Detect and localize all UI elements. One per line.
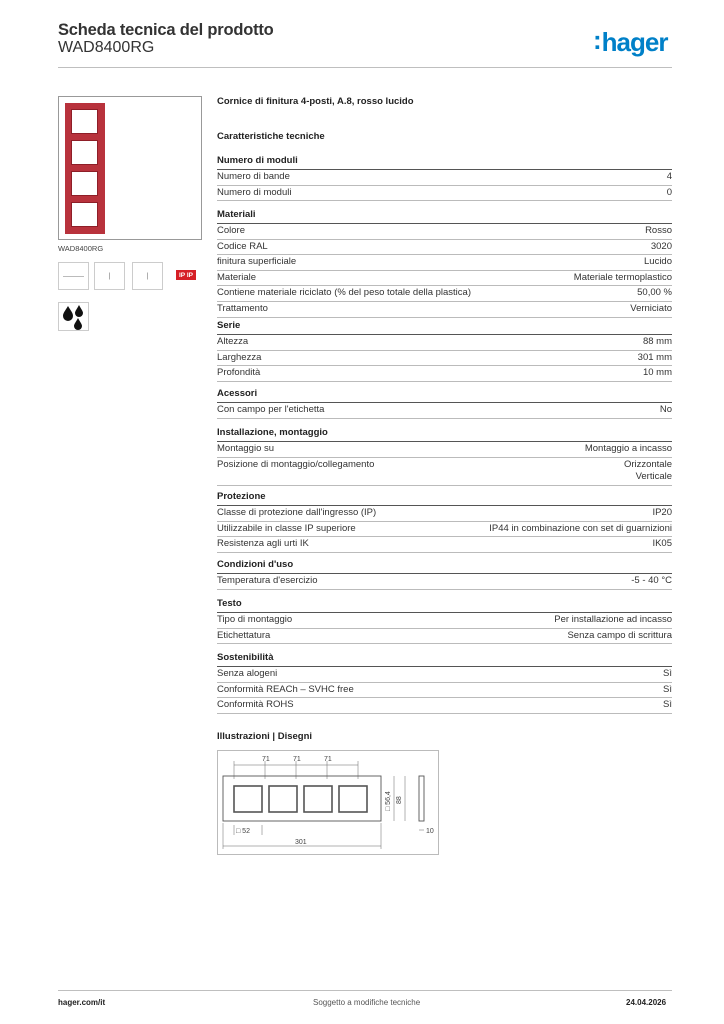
spec-row [217,537,672,553]
dim-window-height: □ 56,4 [385,791,392,811]
spec-row [217,170,672,186]
spec-section [217,652,672,714]
hager-logo [593,27,667,58]
footer-note: Soggetto a modifiche tecniche [313,998,421,1007]
product-image-code: WAD8400RG [58,244,104,253]
spec-value-line: Orizzontale [623,458,672,470]
ip-badge-icon: IP IP [176,270,196,280]
dim-depth: 10 [426,828,434,835]
spec-section [217,388,672,419]
product-code: WAD8400RG [58,39,155,56]
spec-value: 0 [666,186,672,198]
section-title: Numero di moduli [217,155,672,170]
spec-section [217,320,672,382]
spec-label: Trattamento [217,302,268,314]
spec-label: Numero di bande [217,171,290,182]
spec-label: Altezza [217,336,249,347]
spec-section [217,598,672,644]
dim-pitch-2: 71 [293,756,301,763]
single-line-icon [94,262,125,290]
spec-value: Rosso [645,225,672,236]
frame-window [71,202,98,227]
spec-section [217,427,672,486]
spec-row [217,613,672,629]
spec-section [217,155,672,201]
spec-value: Sì [663,683,672,695]
spec-row [217,667,672,683]
spec-value: Verniciato [630,302,672,314]
spec-section [217,559,672,590]
spec-row [217,255,672,271]
spec-section [217,209,672,318]
spec-value: Materiale termoplastico [573,271,672,283]
spec-label: Temperatura d'esercizio [217,575,318,586]
logo-text: hager [601,27,668,57]
spec-label: Senza alogeni [217,668,278,679]
spec-row [217,698,672,714]
spec-label: Conformità REACh – SVHC free [217,683,354,695]
footer-date: 24.04.2026 [626,998,667,1007]
spec-row [217,629,672,645]
frame-window [71,109,98,134]
section-title: Installazione, montaggio [217,427,672,442]
spec-label: Posizione di montaggio/collegamento [217,458,375,470]
spec-row [217,351,672,367]
spec-label: Numero di moduli [217,186,292,198]
spec-row [217,683,672,699]
spec-value: 301 mm [637,351,672,363]
section-title: Materiali [217,209,672,224]
spec-label: Utilizzabile in classe IP superiore [217,522,356,534]
dim-window-width: □ 52 [236,828,250,835]
spec-value-line: Verticale [635,471,672,483]
spec-value: IP44 in combinazione con set di guarnizioni [489,522,672,534]
frame-outline-icon [58,262,89,290]
spec-label: Profondità [217,367,261,379]
document-title: Scheda tecnica del prodotto [58,21,274,39]
spec-label: Tipo di montaggio [217,614,293,625]
dim-pitch-3: 71 [324,756,332,763]
frame-outline-glyph: ——— [63,272,84,280]
spec-section [217,491,672,553]
dim-width: 301 [295,839,307,846]
spec-label: Etichettatura [217,629,271,641]
spec-label: Montaggio su [217,443,275,454]
section-title: Sostenibilità [217,652,672,667]
spec-value: Sì [663,699,672,711]
spec-value: Senza campo di scrittura [567,629,672,641]
spec-label: finitura superficiale [217,256,297,268]
spec-row [217,522,672,538]
spec-value: IP20 [652,507,672,518]
water-drops-icon [58,302,89,331]
spec-value: IK05 [652,538,672,550]
section-title: Testo [217,598,672,613]
spec-row [217,286,672,302]
illustrations-heading: Illustrazioni | Disegni [217,731,313,742]
section-title: Protezione [217,491,672,506]
dim-pitch-1: 71 [262,756,270,763]
spec-row [217,574,672,590]
spec-value: No [659,404,672,415]
logo-colon: : [593,25,601,55]
spec-value: Montaggio a incasso [584,443,672,454]
section-title: Condizioni d'uso [217,559,672,574]
product-description: Cornice di finitura 4-posti, A.8, rosso lucido [217,96,414,107]
dim-height: 88 [396,796,403,804]
spec-label: Colore [217,225,245,236]
tech-heading: Caratteristiche tecniche [217,131,325,142]
spec-value: Lucido [644,256,672,268]
spec-row [217,240,672,256]
spec-row [217,366,672,382]
spec-row [217,403,672,419]
spec-row [217,506,672,522]
spec-row [217,442,672,458]
spec-label: Classe di protezione dall'ingresso (IP) [217,507,377,518]
spec-label: Con campo per l'etichetta [217,404,325,415]
spec-row [217,271,672,287]
spec-value [624,459,672,484]
section-title: Serie [217,320,672,335]
footer-site-link[interactable]: hager.com/it [58,998,106,1007]
spec-value: 88 mm [642,336,672,347]
spec-value: 4 [666,171,672,182]
spec-value: Per installazione ad incasso [554,614,672,625]
spec-label: Larghezza [217,351,262,363]
spec-value: 10 mm [642,367,672,379]
spec-value: -5 - 40 °C [631,575,672,586]
spec-value: Sì [663,668,672,679]
single-line-icon [132,262,163,290]
spec-row [217,458,672,486]
frame-window [71,140,98,165]
spec-value: 50,00 % [637,287,672,299]
spec-label: Conformità ROHS [217,699,294,711]
spec-label: Contiene materiale riciclato (% del peso totale della plastica) [217,287,471,299]
single-line-glyph: | [146,272,149,280]
spec-label: Resistenza agli urti IK [217,538,309,550]
technical-drawing [217,750,439,855]
spec-value: 3020 [650,240,672,252]
spec-label: Materiale [217,271,257,283]
spec-row [217,186,672,202]
spec-row [217,302,672,318]
spec-row [217,335,672,351]
spec-row [217,224,672,240]
spec-label: Codice RAL [217,240,268,252]
header-divider [58,67,672,68]
footer-divider [58,990,672,991]
section-title: Acessori [217,388,672,403]
frame-window [71,171,98,196]
single-line-glyph: | [108,272,111,280]
